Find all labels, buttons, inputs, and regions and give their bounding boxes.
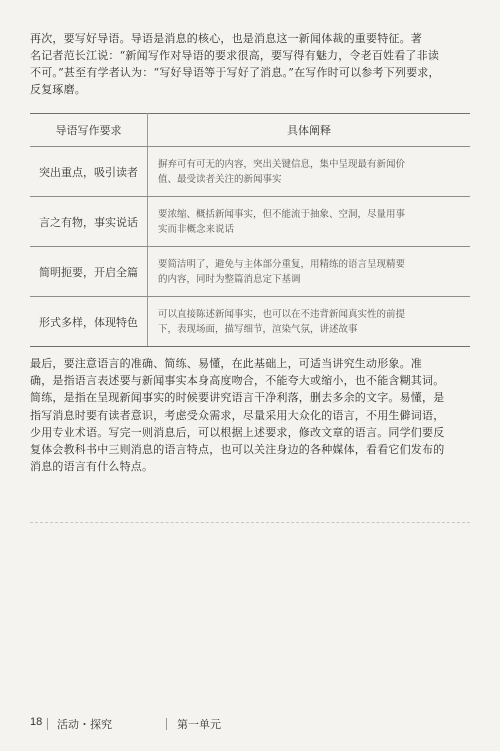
explanation-cell [148, 197, 471, 247]
closing-line: 确，是指语言表述要与新闻事实本身高度吻合，不能夸大或缩小，也不能含糊其词。 [30, 374, 445, 388]
explanation-line: 下，表现场面，描写细节，渲染气氛，讲述故事 [158, 323, 358, 335]
column-header-requirement: 导语写作要求 [30, 114, 148, 147]
explanation-line: 值、最受读者关注的新闻事实 [158, 173, 282, 185]
explanation-line: 的内容，同时为整篇消息定下基调 [158, 273, 301, 285]
intro-line: 反复琢磨。 [30, 83, 86, 96]
intro-line: 再次，要写好导语。导语是消息的核心，也是消息这一新闻体裁的重要特征。著 [30, 32, 422, 45]
explanation-cell [148, 247, 471, 297]
column-header-explanation: 具体阐释 [148, 114, 471, 147]
closing-line: 最后，要注意语言的准确、简练、易懂，在此基础上，可适当讲究生动形象。准 [30, 357, 422, 370]
table-row [30, 197, 470, 247]
explanation-cell [148, 297, 471, 347]
page-number: 18 [30, 716, 43, 728]
explanation-line: 要浓缩、概括新闻事实，但不能流于抽象、空洞，尽量用事 [158, 208, 406, 220]
closing-line: 消息的语言有什么特点。 [30, 460, 154, 474]
explanation-cell [148, 147, 471, 197]
table-header-row [30, 114, 470, 147]
unit-label: 第一单元 [177, 718, 221, 731]
requirement-cell: 突出重点，吸引读者 [30, 147, 148, 197]
table-row [30, 147, 470, 197]
intro-line: 名记者范长江说：“新闻写作对导语的要求很高，要写得有魅力，令老百姓看了非读 [30, 49, 440, 62]
requirement-cell: 形式多样，体现特色 [30, 297, 148, 347]
explanation-line: 要简洁明了，避免与主体部分重复，用精练的语言呈现精要 [158, 258, 406, 270]
closing-line: 复体会教科书中三则消息的语言特点，也可以关注身边的各种媒体，看看它们发布的 [30, 443, 445, 457]
explanation-line: 实而非概念来说话 [158, 223, 235, 235]
requirement-cell: 简明扼要，开启全篇 [30, 247, 148, 297]
lead-requirements-table [30, 113, 470, 347]
page-footer [0, 716, 500, 738]
closing-line: 简练，是指在呈现新闻事实的时候要讲究语言干净利落，删去多余的文字。易懂，是 [30, 391, 445, 405]
section-label: 活动・探究 [57, 718, 112, 731]
dashed-divider [30, 522, 470, 523]
table-row [30, 297, 470, 347]
closing-line: 指写消息时要有读者意识，考虑受众需求，尽量采用大众化的语言，不用生僻词语， [30, 408, 445, 422]
closing-line: 少用专业术语。写完一则消息后，可以根据上述要求，修改文章的语言。同学们要反 [30, 425, 445, 439]
closing-paragraph [30, 355, 470, 475]
intro-paragraph [30, 30, 470, 98]
requirement-cell: 言之有物，事实说话 [30, 197, 148, 247]
explanation-line: 摒弃可有可无的内容，突出关键信息，集中呈现最有新闻价 [158, 158, 406, 170]
explanation-line: 可以直接陈述新闻事实，也可以在不违背新闻真实性的前提 [158, 308, 406, 320]
footer-divider [47, 718, 48, 730]
intro-line: 不可。”甚至有学者认为：“写好导语等于写好了消息。”在写作时可以参考下列要求， [30, 66, 440, 79]
table-row [30, 247, 470, 297]
footer-divider [166, 718, 167, 730]
